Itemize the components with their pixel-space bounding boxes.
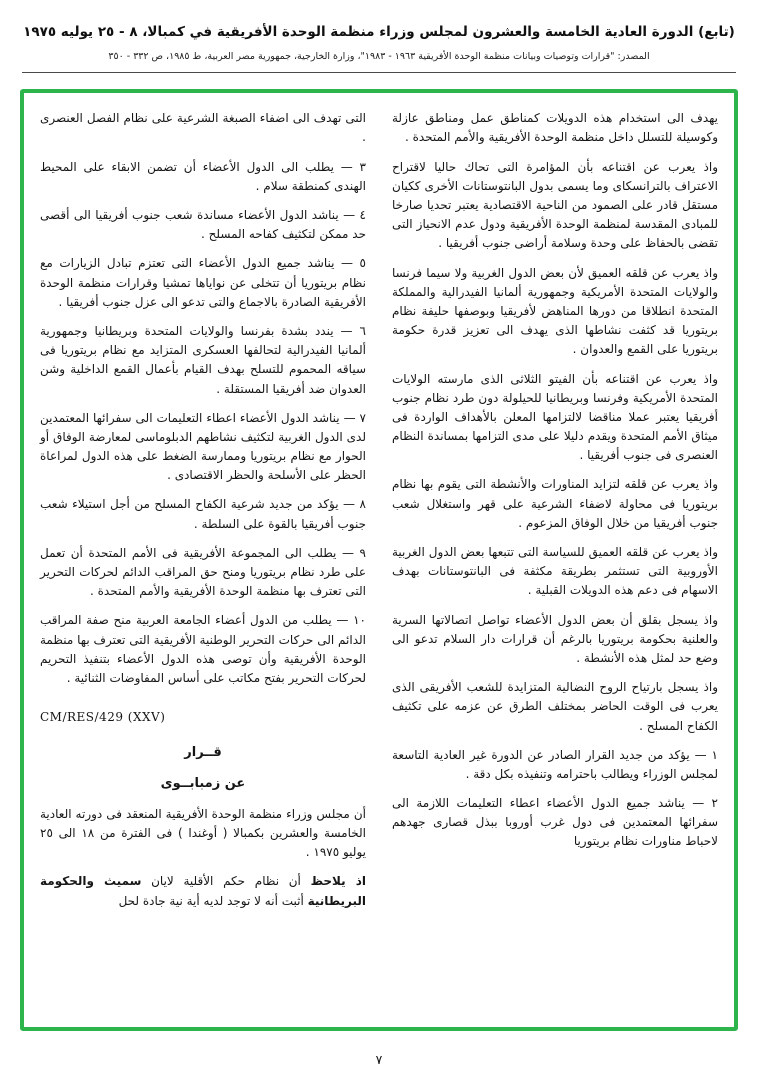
resolution-title: قــرار [184,745,222,761]
resolution-ref: CM/RES/429 (XXV) [40,710,166,725]
bold-text-run: سميث والحكومة البريطانية [40,874,366,908]
two-column-text [40,109,718,1017]
paragraph: ٧ — يناشد الدول الأعضاء اعطاء التعليمات الى سفرائها المعتمدين لدى الدول الغربية لتكثيف نشاطهم الدبلوماسى لمعارضة الوفاق أو الحوار مع نظام بريتوريا وممارسة الضغط على هذه الدول لمراعاة الحظر على الأسلحة والحظر الاقتصادى . [40,410,366,483]
bold-text-run: اذ يلاحظ [310,874,366,889]
paragraph: ٩ — يطلب الى المجموعة الأفريقية فى الأمم المتحدة أن تعمل على طرد نظام بريتوريا ومنح حق المراقب الدائم لحركات التحرير التى تعترف بها منظمة الوحدة الأفريقية والأمم المتحدة . [40,545,366,599]
document-title: (تابع) الدورة العادية الخامسة والعشرون لمجلس وزراء منظمة الوحدة الأفريقية في كمبالا، ٨ - ٢٥ يوليه ١٩٧٥ [23,24,735,40]
left-column [40,109,366,1017]
document-header [20,22,738,73]
right-column [392,109,718,1017]
page-footer [0,1049,758,1068]
text-run: أن نظام حكم الأقلية لايان [141,874,311,889]
paragraph [40,872,366,910]
paragraph: واذ يسجل بقلق أن بعض الدول الأعضاء تواصل اتصالاتها السرية والعلنية بحكومة بريتوريا بالرغم أن قرارات دار السلام تدعو الى وضع حد لمثل هذه الأنشطة . [392,612,718,665]
paragraph: ١ — يؤكد من جديد القرار الصادر عن الدورة غير العادية التاسعة لمجلس الوزراء ويطالب باحترامه وتنفيذه بكل دقة . [392,747,718,781]
text-run: أثبت أنه لا توجد لديه أية نية جادة لحل [118,893,308,908]
paragraph: ٣ — يطلب الى الدول الأعضاء أن تضمن الابقاء على المحيط الهندى كمنطقة سلام . [40,159,366,193]
paragraph: ٢ — يناشد جميع الدول الأعضاء اعطاء التعليمات اللازمة الى سفرائها المعتمدين فى دول غرب أوروبا ببذل قصارى جهدهم لاحباط مناورات نظام بريتوريا [392,796,718,849]
page-number: ٧ [375,1052,383,1067]
paragraph: ٥ — يناشد جميع الدول الأعضاء التى تعتزم تبادل الزيارات مع نظام بريتوريا أن تتخلى عن نواياها تمشيا وقرارات منظمة الوحدة الأفريقية الصادرة بالاجماع والتى تدعو الى عزل جنوب أفريقيا . [40,256,366,309]
paragraph: واذ يعرب عن قلقه العميق لأن بعض الدول الغربية ولا سيما فرنسا والولايات المتحدة الأمريكية وجمهورية ألمانيا الفيدرالية والمملكة المتحدة انطلاقا من دورها المناهض لأفريقيا وبوصفها حليفة نظام بريتوريا قد كثفت نشاطها الذى يهدف الى تعزيز قدرة حكومة بريتوريا على القمع والعدوان . [392,265,718,357]
paragraph: واذ يعرب عن اقتناعه بأن الفيتو الثلاثى الذى مارسته الولايات المتحدة الأمريكية وفرنسا وبريطانيا للحيلولة دون طرد نظام جنوب أفريقيا يعتبر عملا مناقضا لالتزامها المعلن بالأهداف الواردة فى ميثاق الأمم المتحدة ويقدم دليلا على مدى التزامها بمساندة النظام العنصرى فى جنوب أفريقيا . [392,371,718,463]
paragraph: واذ يعرب عن قلقه العميق للسياسة التى تتبعها بعض الدول الغربية الأوروبية التى تستثمر بطريقة مكثفة فى البانتوستانات بهدف الاسهام فى دعم هذه الدويلات القبلية . [392,545,718,598]
paragraph: يهدف الى استخدام هذه الدويلات كمناطق عمل ومناطق عازلة وكوسيلة للتسلل داخل منظمة الوحدة الأفريقية والأمم المتحدة . [392,111,718,145]
resolution-subtitle: عن زمبابــوى [160,776,246,792]
highlight-frame [20,89,738,1031]
paragraph: ١٠ — يطلب من الدول أعضاء الجامعة العربية منح صفة المراقب الدائم الى حركات التحرير الوطنية الأفريقية التى تعترف بها منظمة الوحدة الأفريقية وأن توصى هذه الدول الأعضاء بتنفيذ التحريم لحركات التحرير بفتح مكاتب على أساس المفاوضات الثنائية . [40,613,366,685]
paragraph: ٤ — يناشد الدول الأعضاء مساندة شعب جنوب أفريقيا الى أقصى حد ممكن لتكثيف كفاحه المسلح . [40,208,366,242]
paragraph: واذ يعرب عن اقتناعه بأن المؤامرة التى تحاك حاليا لاقتراح الاعتراف بالترانسكاى وما يسمى بدول البانتوستانات الأخرى ككيان مستقل قادر على الصمود من الناحية الاقتصادية يعتبر تحديا صارخا للمبادى المقدسة لمنظمة الوحدة الأفريقية ودول عدم الانحياز التى تقضى بالحفاظ على وحدة وسلامة أراضى جنوب أفريقيا . [392,159,718,251]
header-divider [22,72,736,73]
paragraph: التى تهدف الى اضفاء الصبغة الشرعية على نظام الفصل العنصرى . [40,111,366,145]
document-source-line: المصدر: "قرارات وتوصيات وبيانات منظمة الوحدة الأفريقية ١٩٦٣ - ١٩٨٣"، وزارة الخارجية، جمهورية مصر العربية، ط ١٩٨٥، ص ٣٣٢ - ٣٥٠ [108,51,650,63]
paragraph: واذ يعرب عن قلقه لتزايد المناورات والأنشطة التى يقوم بها نظام بريتوريا فى محاولة لاضفاء الشرعية على قهر واستغلال شعب جنوب أفريقيا من خلال الوفاق المزعوم . [392,477,718,530]
paragraph: ٦ — يندد بشدة بفرنسا والولايات المتحدة وبريطانيا وجمهورية ألمانيا الفيدرالية لتحالفها العسكرى المتزايد مع نظام بريتوريا فى سياقه المحموم للتسلح بهدف القيام بأعمال القمع الداخلية وشن العدوان ضد أفريقيا المستقلة . [40,323,366,396]
paragraph: واذ يسجل بارتياح الروح النضالية المتزايدة للشعب الأفريقى الذى يعرب فى الوقت الحاضر بمختلف الطرق عن عزمه على تكثيف الكفاح المسلح . [392,680,718,733]
paragraph: ٨ — يؤكد من جديد شرعية الكفاح المسلح من أجل استيلاء شعب جنوب أفريقيا بالقوة على السلطة . [40,497,366,531]
paragraph: أن مجلس وزراء منظمة الوحدة الأفريقية المنعقد فى دورته العادية الخامسة والعشرين بكمبالا ( أوغندا ) فى الفترة من ١٨ الى ٢٥ يوليو ١٩٧٥ . [40,806,366,860]
